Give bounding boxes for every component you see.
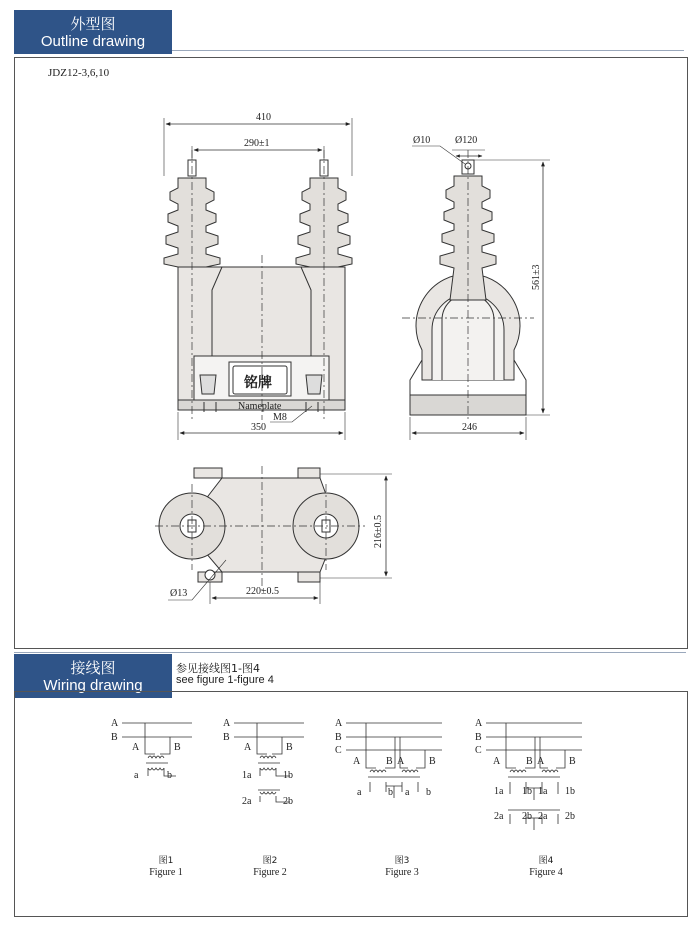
- fig4-primary-b2: B: [569, 756, 576, 767]
- fig3-primary-b1: B: [386, 756, 393, 767]
- fig3-primary-a1: A: [353, 756, 361, 767]
- fig2-secondary-2a: 2a: [242, 796, 252, 807]
- fig2-line-b: B: [223, 732, 230, 743]
- bolt-size-label: M8: [273, 412, 287, 423]
- figure-3-caption-en: Figure 3: [385, 867, 419, 878]
- fig4-primary-a2: A: [537, 756, 545, 767]
- fig3-primary-a2: A: [397, 756, 405, 767]
- figure-2-diagram: [234, 723, 304, 802]
- dim-side-base: 246: [462, 422, 477, 433]
- fig1-line-b: B: [111, 732, 118, 743]
- nameplate-label-en: Nameplate: [238, 401, 282, 412]
- fig3-line-c: C: [335, 745, 342, 756]
- fig3-primary-b2: B: [429, 756, 436, 767]
- fig1-secondary-b: b: [167, 770, 172, 781]
- dim-diameter: Ø120: [455, 135, 478, 146]
- fig3-secondary-b2: b: [426, 787, 431, 798]
- fig4-line-b: B: [475, 732, 482, 743]
- fig4-secondary-2a-1: 2a: [494, 811, 504, 822]
- fig2-secondary-2b: 2b: [283, 796, 293, 807]
- figure-4-caption-en: Figure 4: [529, 867, 563, 878]
- fig3-secondary-b1: b: [388, 787, 393, 798]
- fig1-line-a: A: [111, 718, 119, 729]
- figure-1-caption-en: Figure 1: [149, 867, 183, 878]
- fig4-secondary-1a-1: 1a: [494, 786, 504, 797]
- fig3-secondary-a2: a: [405, 787, 410, 798]
- fig1-primary-b: B: [174, 742, 181, 753]
- fig2-primary-a: A: [244, 742, 252, 753]
- dim-hole: Ø10: [413, 135, 431, 146]
- figure-2-caption: [230, 856, 310, 878]
- fig4-primary-b1: B: [526, 756, 533, 767]
- figure-4-caption-zh: 图4: [538, 856, 554, 866]
- outline-title-en: Outline drawing: [40, 33, 146, 50]
- fig4-secondary-2a-2: 2a: [538, 811, 548, 822]
- figure-3-caption: [362, 856, 442, 878]
- dim-base-width: 350: [251, 422, 266, 433]
- wiring-ref-zh: 参见接线图1-图4: [176, 662, 260, 675]
- figure-2-caption-zh: 图2: [262, 856, 278, 866]
- dim-mount-hole: Ø13: [170, 588, 188, 599]
- dim-height: 561±3: [531, 264, 542, 290]
- wiring-ref-en: see figure 1-figure 4: [176, 674, 274, 686]
- figure-2-caption-en: Figure 2: [253, 867, 287, 878]
- nameplate-label-zh: 铭牌: [244, 375, 272, 391]
- fig3-line-b: B: [335, 732, 342, 743]
- fig2-primary-b: B: [286, 742, 293, 753]
- fig4-secondary-1b-2: 1b: [565, 786, 575, 797]
- dim-terminal-spacing: 290±1: [244, 138, 270, 149]
- wiring-title-en: Wiring drawing: [43, 677, 143, 694]
- dim-depth: 216±0.5: [373, 515, 384, 548]
- figure-3-caption-zh: 图3: [394, 856, 410, 866]
- fig4-line-a: A: [475, 718, 483, 729]
- fig4-secondary-2b-1: 2b: [522, 811, 532, 822]
- fig2-secondary-1a: 1a: [242, 770, 252, 781]
- wiring-title-zh: 接线图: [70, 659, 116, 677]
- figure-1-caption-zh: 图1: [158, 856, 174, 866]
- fig2-secondary-1b: 1b: [283, 770, 293, 781]
- dim-mount-spacing: 220±0.5: [246, 586, 279, 597]
- fig4-secondary-1b-1: 1b: [522, 786, 532, 797]
- dim-overall-width: 410: [256, 112, 271, 123]
- fig4-primary-a1: A: [493, 756, 501, 767]
- figure-4-caption: [506, 856, 586, 878]
- fig1-primary-a: A: [132, 742, 140, 753]
- fig3-secondary-a1: a: [357, 787, 362, 798]
- figure-1-caption: [126, 856, 206, 878]
- fig4-secondary-1a-2: 1a: [538, 786, 548, 797]
- fig4-line-c: C: [475, 745, 482, 756]
- model-number: JDZ12-3,6,10: [48, 67, 110, 79]
- fig1-secondary-a: a: [134, 770, 139, 781]
- outline-title-zh: 外型图: [70, 15, 116, 33]
- fig4-secondary-2b-2: 2b: [565, 811, 575, 822]
- fig3-line-a: A: [335, 718, 343, 729]
- fig2-line-a: A: [223, 718, 231, 729]
